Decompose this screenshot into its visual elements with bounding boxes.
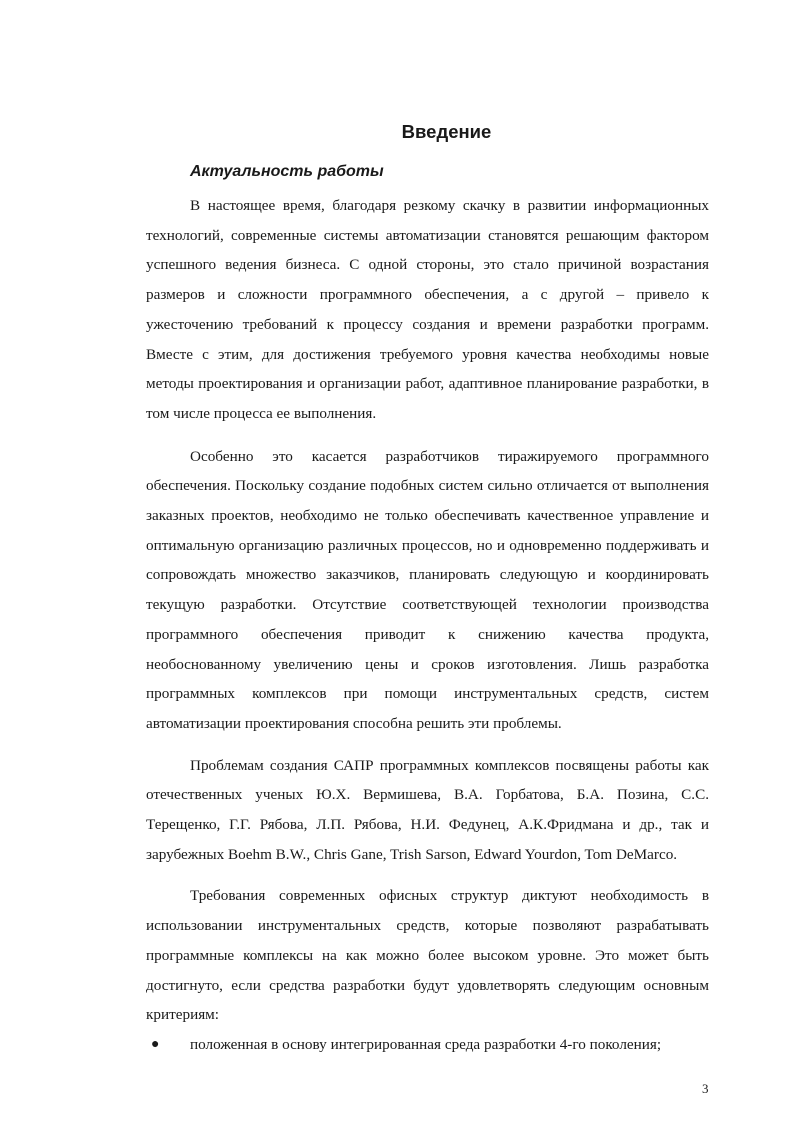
page-title: Введение [401, 121, 492, 142]
page-number: 3 [702, 1081, 709, 1096]
bullet-list [146, 1030, 709, 1060]
list-item [146, 1030, 709, 1060]
paragraph: Требования современных офисных структур диктуют необходимость в использовании инструментальных средств, которые позволяют разрабатывать программные комплексы на как можно более высоком уровне. Это может быть достигнуто, если средства разработки будут удовлетворять следующим основным критериям: [146, 887, 709, 1024]
paragraph: В настоящее время, благодаря резкому скачку в развитии информационных технологий, современные системы автоматизации становятся решающим фактором успешного ведения бизнеса. С одной стороны, это стало причиной возрастания размеров и сложности программного обеспечения, а с другой – привело к ужесточению требований к процессу создания и времени разработки программ. Вместе с этим, для достижения требуемого уровня качества необходимы новые методы проектирования и организации работ, адаптивное планирование разработки, в том числе процесса ее выполнения. [146, 197, 709, 422]
list-item-text: положенная в основу интегрированная среда разработки 4-го поколения; [190, 1035, 662, 1053]
paragraph: Особенно это касается разработчиков тиражируемого программного обеспечения. Поскольку создание подобных систем сильно отличается от выполнения заказных проектов, необходимо не только обеспечивать качественное управление и оптимальную организацию различных процессов, но и одновременно поддерживать и сопровождать множество заказчиков, планировать следующую и координировать текущую разработки. Отсутствие соответствующей технологии производства программного обеспечения приводит к снижению качества продукта, необоснованному увеличению цены и сроков изготовления. Лишь разработка программных комплексов при помощи инструментальных средств, систем автоматизации проектирования способна решить эти проблемы. [146, 447, 709, 732]
bullet-icon: ● [151, 1036, 160, 1052]
section-heading: Актуальность работы [190, 163, 384, 180]
body-text [146, 191, 709, 1060]
paragraph: Проблемам создания САПР программных комплексов посвящены работы как отечественных ученых Ю.Х. Вермишева, В.А. Горбатова, Б.А. Позина, С.С. Терещенко, Г.Г. Рябова, Л.П. Рябова, Н.И. Федунец, А.К.Фридмана и др., так и зарубежных Boehm B.W., Chris Gane, Trish Sarson, Edward Yourdon, Tom DeMarco. [146, 756, 709, 863]
